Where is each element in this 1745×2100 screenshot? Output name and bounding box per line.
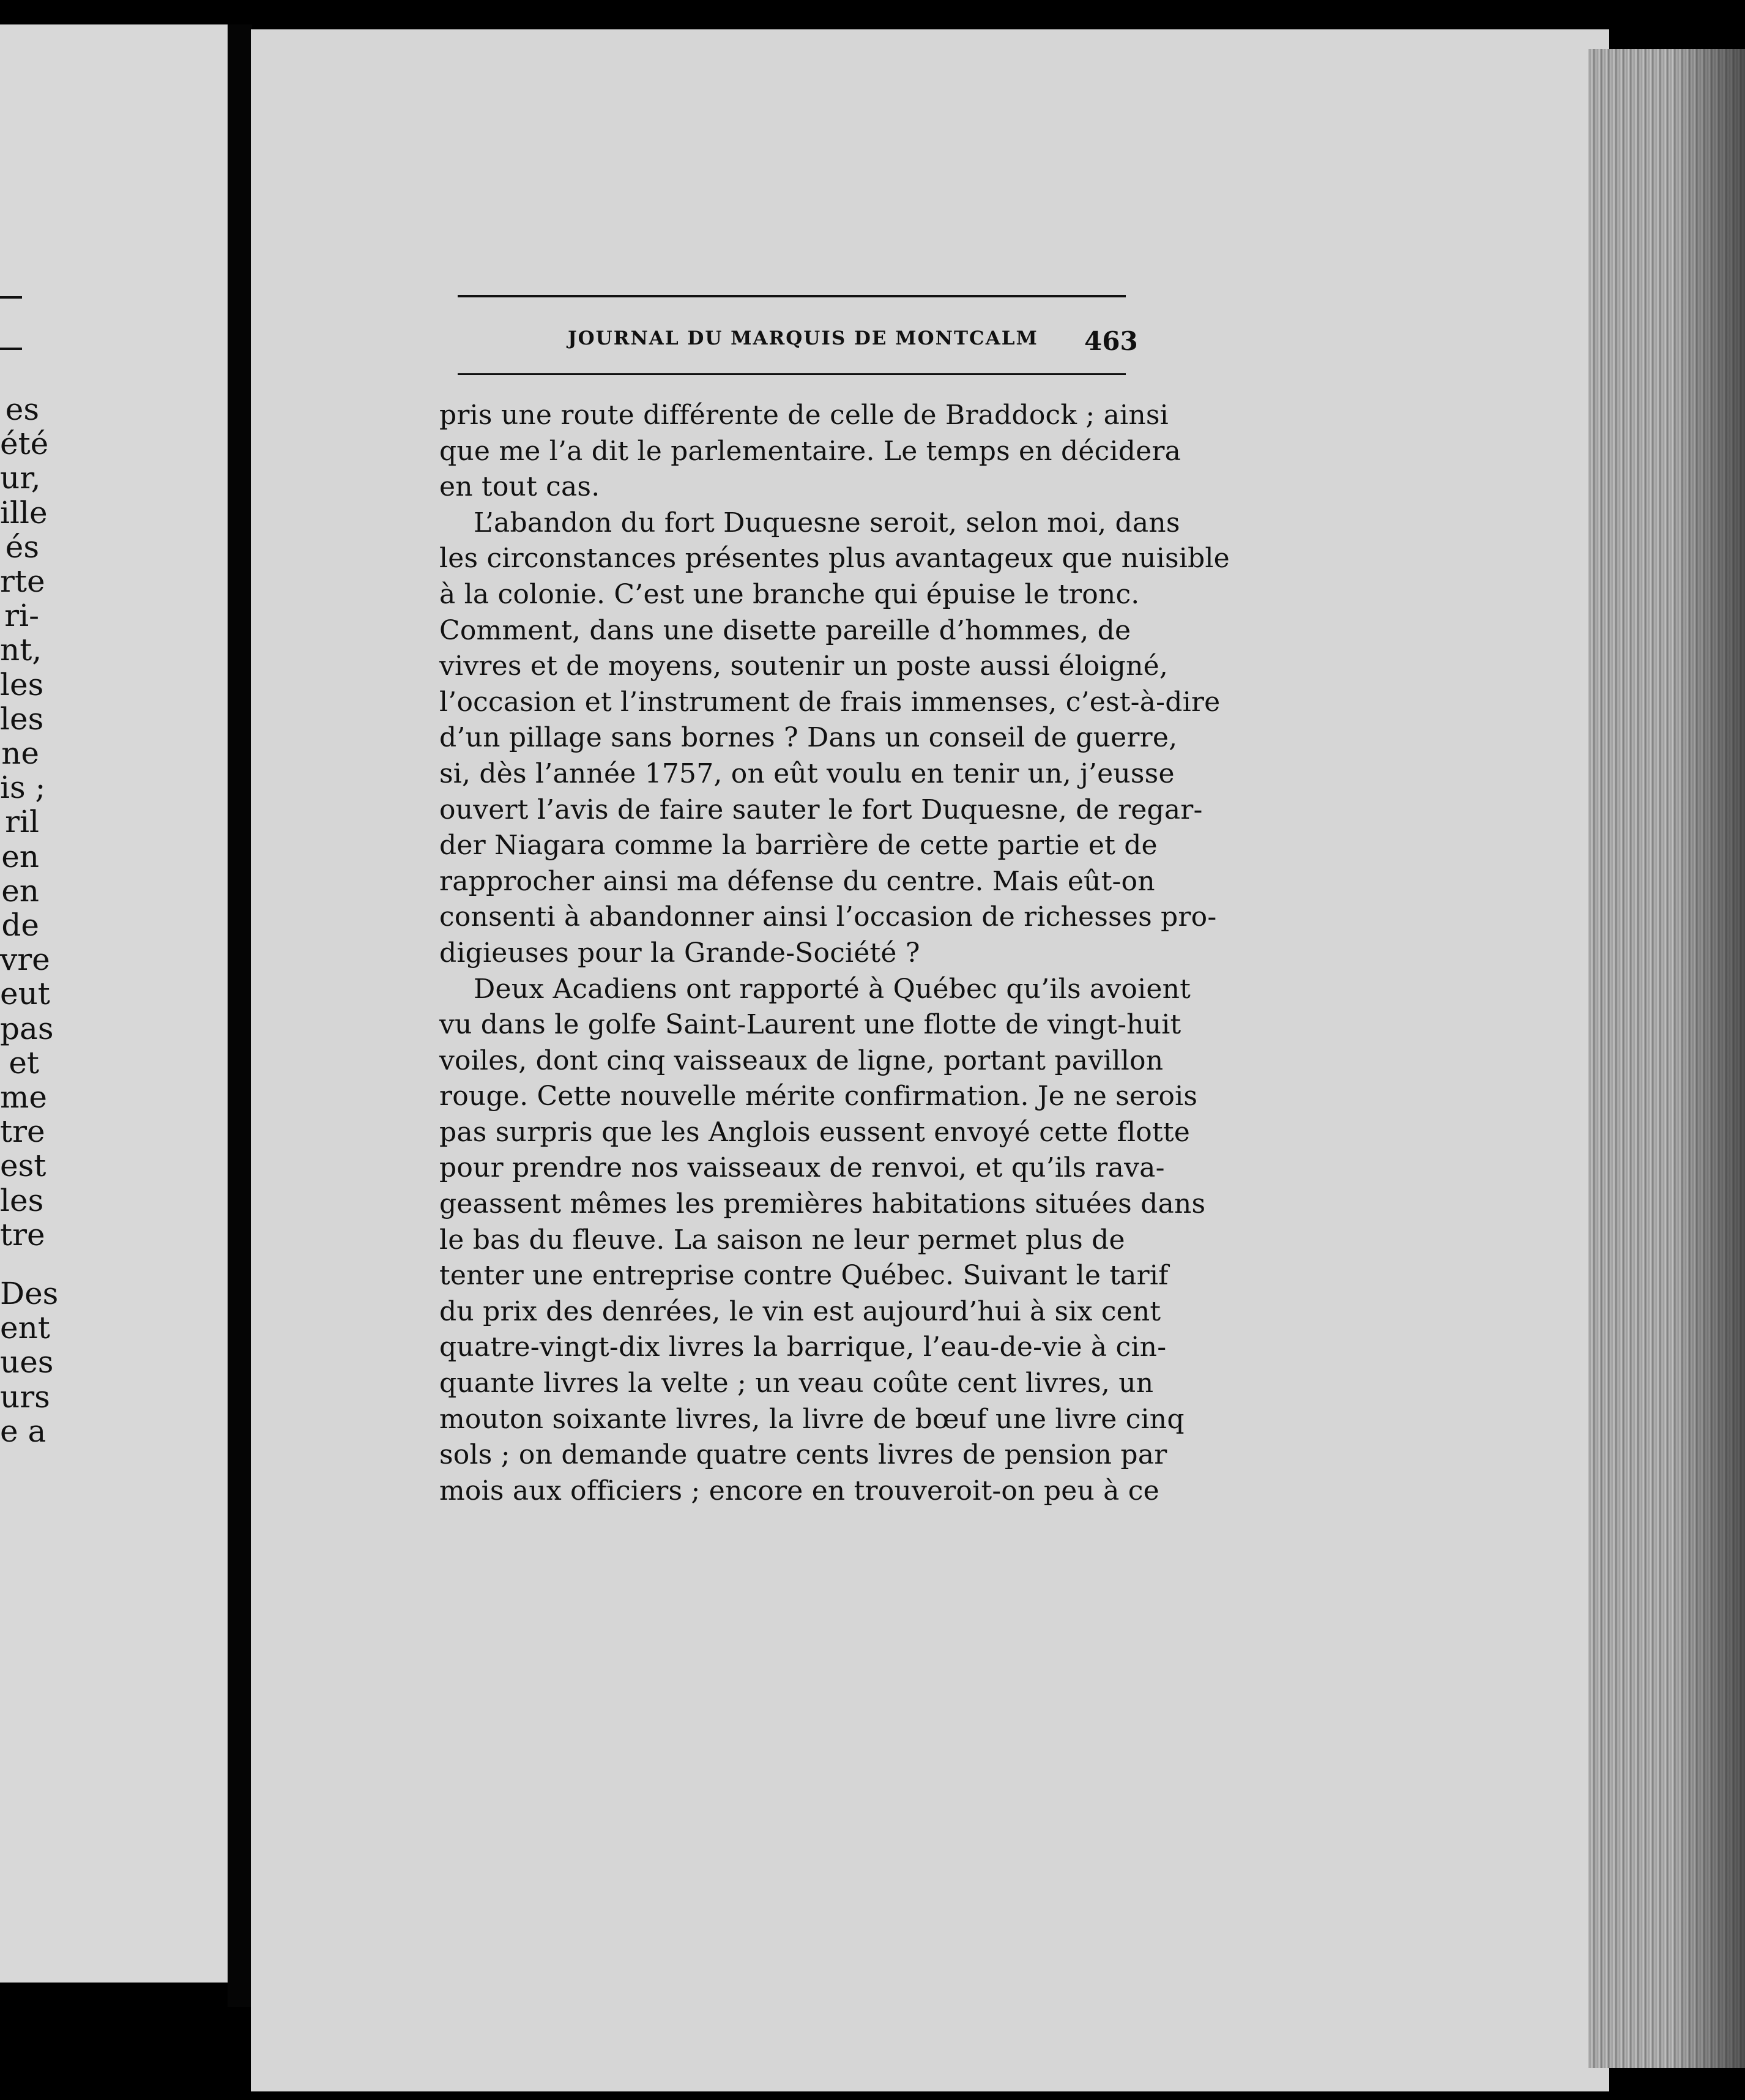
facing-page-fragment: les — [0, 666, 44, 702]
facing-page-fragment: es — [5, 392, 39, 427]
text-line: les circonstances présentes plus avantageux que nuisible — [439, 543, 1230, 575]
text-line: quatre-vingt-dix livres la barrique, l’eau-de-vie à cin- — [439, 1331, 1167, 1363]
facing-page-fragment: tre — [0, 1216, 45, 1253]
facing-page-fragment: és — [5, 529, 39, 565]
facing-page-fragment: Des — [0, 1276, 59, 1311]
text-line: du prix des denrées, le vin est aujourd’hui à six cent — [439, 1295, 1161, 1327]
text-line: tenter une entreprise contre Québec. Suivant le tarif — [439, 1260, 1169, 1292]
facing-page-fragment: ne — [1, 735, 39, 771]
facing-page-rule — [0, 296, 22, 299]
text-line: le bas du fleuve. La saison ne leur permet plus de — [439, 1224, 1125, 1256]
book-gutter — [228, 24, 252, 2007]
paragraph — [439, 505, 1230, 972]
text-line: mois aux officiers ; encore en trouveroit-on peu à ce — [439, 1475, 1159, 1506]
facing-page-fragment: ril — [5, 804, 39, 840]
page-edges — [1588, 49, 1745, 2068]
facing-page-fragment: les — [0, 1182, 44, 1218]
text-line: voiles, dont cinq vaisseaux de ligne, portant pavillon — [439, 1044, 1164, 1076]
text-line: l’occasion et l’instrument de frais immenses, c’est-à-dire — [439, 686, 1221, 718]
facing-page-fragment: ille — [0, 494, 48, 531]
text-line: que me l’a dit le parlementaire. Le temps en décidera — [439, 435, 1181, 467]
facing-page-fragment: e a — [0, 1413, 47, 1449]
facing-page-fragment: me — [0, 1079, 48, 1115]
text-line: vivres et de moyens, soutenir un poste aussi éloigné, — [439, 650, 1169, 682]
facing-page-fragment: ri- — [4, 598, 39, 634]
text-line: Deux Acadiens ont rapporté à Québec qu’ils avoient — [474, 973, 1191, 1005]
facing-page-fragment: rte — [0, 564, 45, 599]
facing-page-fragment: en — [1, 838, 39, 874]
text-line: geassent mêmes les premières habitations situées dans — [439, 1188, 1206, 1220]
text-line: rapprocher ainsi ma défense du centre. Mais eût-on — [439, 865, 1155, 897]
facing-page-fragment: nt, — [0, 632, 42, 668]
text-line: pour prendre nos vaisseaux de renvoi, et qu’ils rava- — [439, 1152, 1165, 1184]
facing-page-fragment: is ; — [0, 770, 46, 806]
text-line: digieuses pour la Grande-Société ? — [439, 937, 920, 969]
text-line: en tout cas. — [439, 471, 600, 503]
text-line: mouton soixante livres, la livre de bœuf une livre cinq — [439, 1403, 1185, 1435]
facing-page-left — [0, 24, 228, 1983]
facing-page-fragment: urs — [0, 1379, 50, 1415]
text-line: der Niagara comme la barrière de cette partie et de — [439, 830, 1158, 862]
facing-page-fragment: vre — [0, 942, 50, 978]
body-text — [439, 398, 1230, 1509]
text-line: consenti à abandonner ainsi l’occasion de richesses pro- — [439, 901, 1217, 933]
facing-page-rule — [0, 348, 22, 350]
paragraph — [439, 972, 1206, 1510]
facing-page-fragment: en — [1, 873, 39, 909]
facing-page-fragment: eut — [0, 976, 50, 1012]
text-line: d’un pillage sans bornes ? Dans un conseil de guerre, — [439, 722, 1178, 754]
text-line: rouge. Cette nouvelle mérite confirmation. Je ne serois — [439, 1081, 1198, 1112]
facing-page-fragment: est — [0, 1148, 47, 1184]
text-line: ouvert l’avis de faire sauter le fort Duquesne, de regar- — [439, 794, 1203, 825]
facing-page-fragment: été — [0, 426, 49, 462]
text-line: à la colonie. C’est une branche qui épuise le tronc. — [439, 578, 1140, 610]
text-line: L’abandon du fort Duquesne seroit, selon moi, dans — [474, 507, 1180, 538]
text-line: Comment, dans une disette pareille d’hommes, de — [439, 614, 1131, 646]
paragraph — [439, 398, 1181, 505]
facing-page-fragment: tre — [0, 1114, 45, 1150]
facing-page-fragment: ur, — [0, 460, 41, 496]
facing-page-fragment: ent — [0, 1310, 50, 1346]
text-line: pas surpris que les Anglois eussent envoyé cette flotte — [439, 1116, 1190, 1148]
facing-page-fragment: ues — [0, 1344, 54, 1380]
header-rule-top — [458, 295, 1126, 297]
page-number: 463 — [1084, 326, 1138, 356]
facing-page-fragment: les — [0, 701, 44, 737]
text-line: sols ; on demande quatre cents livres de pension par — [439, 1439, 1167, 1471]
text-line: pris une route différente de celle de Braddock ; ainsi — [439, 400, 1169, 431]
header-rule-bottom — [458, 373, 1126, 375]
text-line: si, dès l’année 1757, on eût voulu en tenir un, j’eusse — [439, 758, 1175, 789]
text-line: vu dans le golfe Saint-Laurent une flotte de vingt-huit — [439, 1009, 1181, 1041]
facing-page-fragment: pas — [0, 1010, 54, 1046]
text-line: quante livres la velte ; un veau coûte cent livres, un — [439, 1368, 1154, 1399]
facing-page-fragment: de — [1, 907, 39, 943]
running-head: JOURNAL DU MARQUIS DE MONTCALM — [568, 327, 1038, 349]
facing-page-fragment: et — [9, 1044, 39, 1081]
